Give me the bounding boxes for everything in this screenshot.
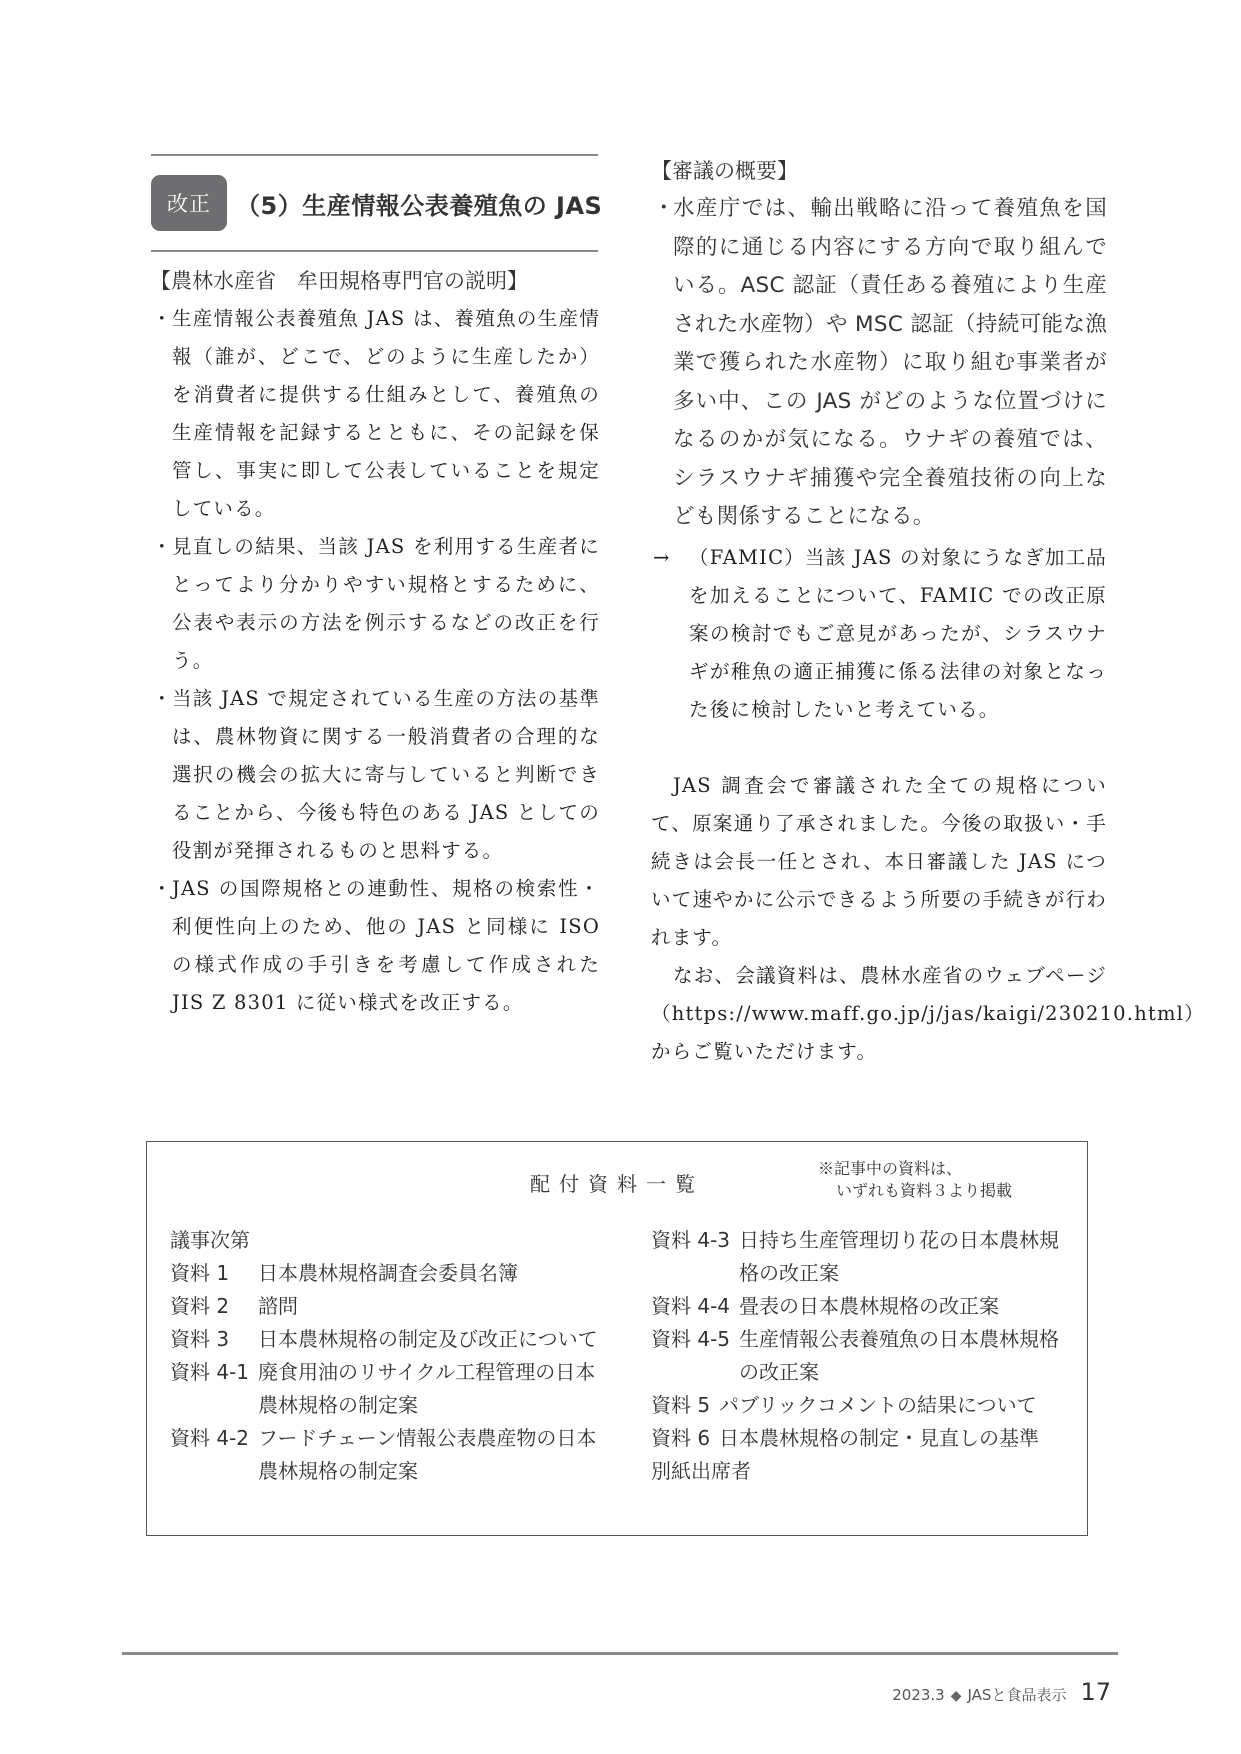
materials-box-title: 配付資料一覧 — [530, 1172, 704, 1196]
material-title — [751, 1455, 1071, 1488]
publication-name: JASと食品表示 — [967, 1686, 1067, 1704]
bullet-text: 生産情報公表養殖魚 JAS は、養殖魚の生産情報（誰が、どこで、どのように生産したか）を消費者に提供する仕組みとして、養殖魚の生産情報を記録するとともに、その記録を保管し、事実に即して公表していることを規定している。 — [172, 307, 600, 520]
section-title: （5）生産情報公表養殖魚の JAS — [236, 192, 603, 220]
deliberation-bullet — [651, 190, 1107, 537]
famic-reply — [651, 539, 1107, 729]
material-title: 日本農林規格の制定及び改正について — [258, 1327, 598, 1351]
material-item — [651, 1455, 1071, 1488]
material-label: 資料 4-5 — [651, 1327, 731, 1351]
bullet-mark: ・ — [653, 196, 675, 221]
bullet-mark: ・ — [152, 535, 173, 558]
material-title: 廃食用油のリサイクル工程管理の日本農林規格の制定案 — [258, 1360, 596, 1417]
bullet-mark: ・ — [152, 307, 173, 330]
note-line-1: ※記事中の資料は、 — [818, 1159, 963, 1178]
material-title: 畳表の日本農林規格の改正案 — [739, 1294, 999, 1318]
material-item — [651, 1290, 1071, 1323]
material-label: 資料 1 — [170, 1261, 230, 1285]
explanation-bullet — [150, 300, 600, 528]
material-title: パブリックコメントの結果について — [719, 1393, 1037, 1417]
materials-list-left — [170, 1224, 610, 1488]
material-item — [170, 1290, 610, 1323]
arrow-icon: → — [653, 545, 671, 569]
material-title: 日本農林規格調査会委員名簿 — [258, 1261, 518, 1285]
material-item — [651, 1323, 1071, 1389]
material-label: 資料 4-3 — [651, 1228, 731, 1252]
summary-paragraph: JAS 調査会で審議された全ての規格について、原案通り了承されました。今後の取扱い・手続きは会長一任とされ、本日審議した JAS について速やかに公示できるよう所要の手続きが行われます。 — [651, 773, 1107, 949]
material-item — [170, 1257, 610, 1290]
reply-text: （FAMIC）当該 JAS の対象にうなぎ加工品を加えることについて、FAMIC での改正原案の検討でもご意見があったが、シラスウナギが稚魚の適正捕獲に係る法律の対象となった後に検討したいと考えている。 — [689, 545, 1107, 721]
deliberation-heading: 【審議の概要】 — [651, 159, 798, 183]
material-item — [651, 1422, 1071, 1455]
section-rule-top — [151, 154, 598, 156]
material-label: 資料 2 — [170, 1294, 230, 1318]
material-title: 日持ち生産管理切り花の日本農林規格の改正案 — [739, 1228, 1059, 1285]
material-item — [170, 1422, 610, 1488]
bullet-mark: ・ — [152, 687, 173, 710]
revision-badge: 改正 — [151, 175, 227, 231]
bullet-text: JAS の国際規格との連動性、規格の検索性・利便性向上のため、他の JAS と同様に ISO の様式作成の手引きを考慮して作成された JIS Z 8301 に従い様式を改正する。 — [172, 877, 600, 1014]
note-line-2: いずれも資料３より掲載 — [836, 1181, 1013, 1200]
right-column — [651, 152, 1205, 1071]
material-label: 別紙出席者 — [651, 1459, 751, 1483]
explanation-bullet — [150, 870, 600, 1022]
materials-list-right — [651, 1224, 1071, 1488]
material-label: 資料 4-1 — [170, 1360, 250, 1384]
material-label: 資料 4-2 — [170, 1426, 250, 1450]
material-label: 資料 5 — [651, 1393, 711, 1417]
material-item — [170, 1356, 610, 1422]
material-title: 日本農林規格の制定・見直しの基準 — [719, 1426, 1039, 1450]
paragraph-gap — [651, 729, 1107, 767]
page-number: 17 — [1080, 1678, 1111, 1706]
issue-date: 2023.3 — [892, 1686, 945, 1704]
left-column — [150, 262, 600, 1022]
section-rule-bottom — [151, 250, 598, 252]
speaker-heading: 【農林水産省 牟田規格専門官の説明】 — [150, 269, 528, 293]
materials-link-paragraph: なお、会議資料は、農林水産省のウェブページ（https://www.maff.go.jp/j/jas/kaigi/230210.html）からご覧いただけます。 — [651, 963, 1205, 1063]
material-item — [170, 1224, 610, 1257]
material-label: 資料 4-4 — [651, 1294, 731, 1318]
material-title: 生産情報公表養殖魚の日本農林規格の改正案 — [739, 1327, 1059, 1384]
material-label: 資料 6 — [651, 1426, 711, 1450]
material-item — [651, 1389, 1071, 1422]
material-title — [250, 1224, 610, 1257]
bullet-text: 水産庁では、輸出戦略に沿って養殖魚を国際的に通じる内容にする方向で取り組んでいる。ASC 認証（責任ある養殖により生産された水産物）や MSC 認証（持続可能な漁業で獲られた水産物）に取り組む事業者が多い中、この JAS がどのような位置づけになるのかが気になる。ウナギの養殖では、シラスウナギ捕獲や完全養殖技術の向上なども関係することになる。 — [673, 196, 1107, 529]
bullet-text: 見直しの結果、当該 JAS を利用する生産者にとってより分かりやすい規格とするために、公表や表示の方法を例示するなどの改正を行う。 — [172, 535, 600, 672]
material-title: 諮問 — [258, 1294, 298, 1318]
material-label: 議事次第 — [170, 1228, 250, 1252]
diamond-icon: ◆ — [950, 1688, 962, 1704]
materials-box-note — [818, 1158, 1012, 1202]
bullet-text: 当該 JAS で規定されている生産の方法の基準は、農林物資に関する一般消費者の合理的な選択の機会の拡大に寄与していると判断できることから、今後も特色のある JAS としての役割が発揮されるものと思料する。 — [172, 687, 600, 862]
material-title: フードチェーン情報公表農産物の日本農林規格の制定案 — [258, 1426, 597, 1483]
footer-rule — [122, 1652, 1118, 1655]
bullet-mark: ・ — [152, 877, 173, 900]
explanation-bullet — [150, 528, 600, 680]
material-item — [170, 1323, 610, 1356]
material-item — [651, 1224, 1071, 1290]
page-footer — [892, 1678, 1111, 1706]
explanation-bullet — [150, 680, 600, 870]
material-label: 資料 3 — [170, 1327, 230, 1351]
